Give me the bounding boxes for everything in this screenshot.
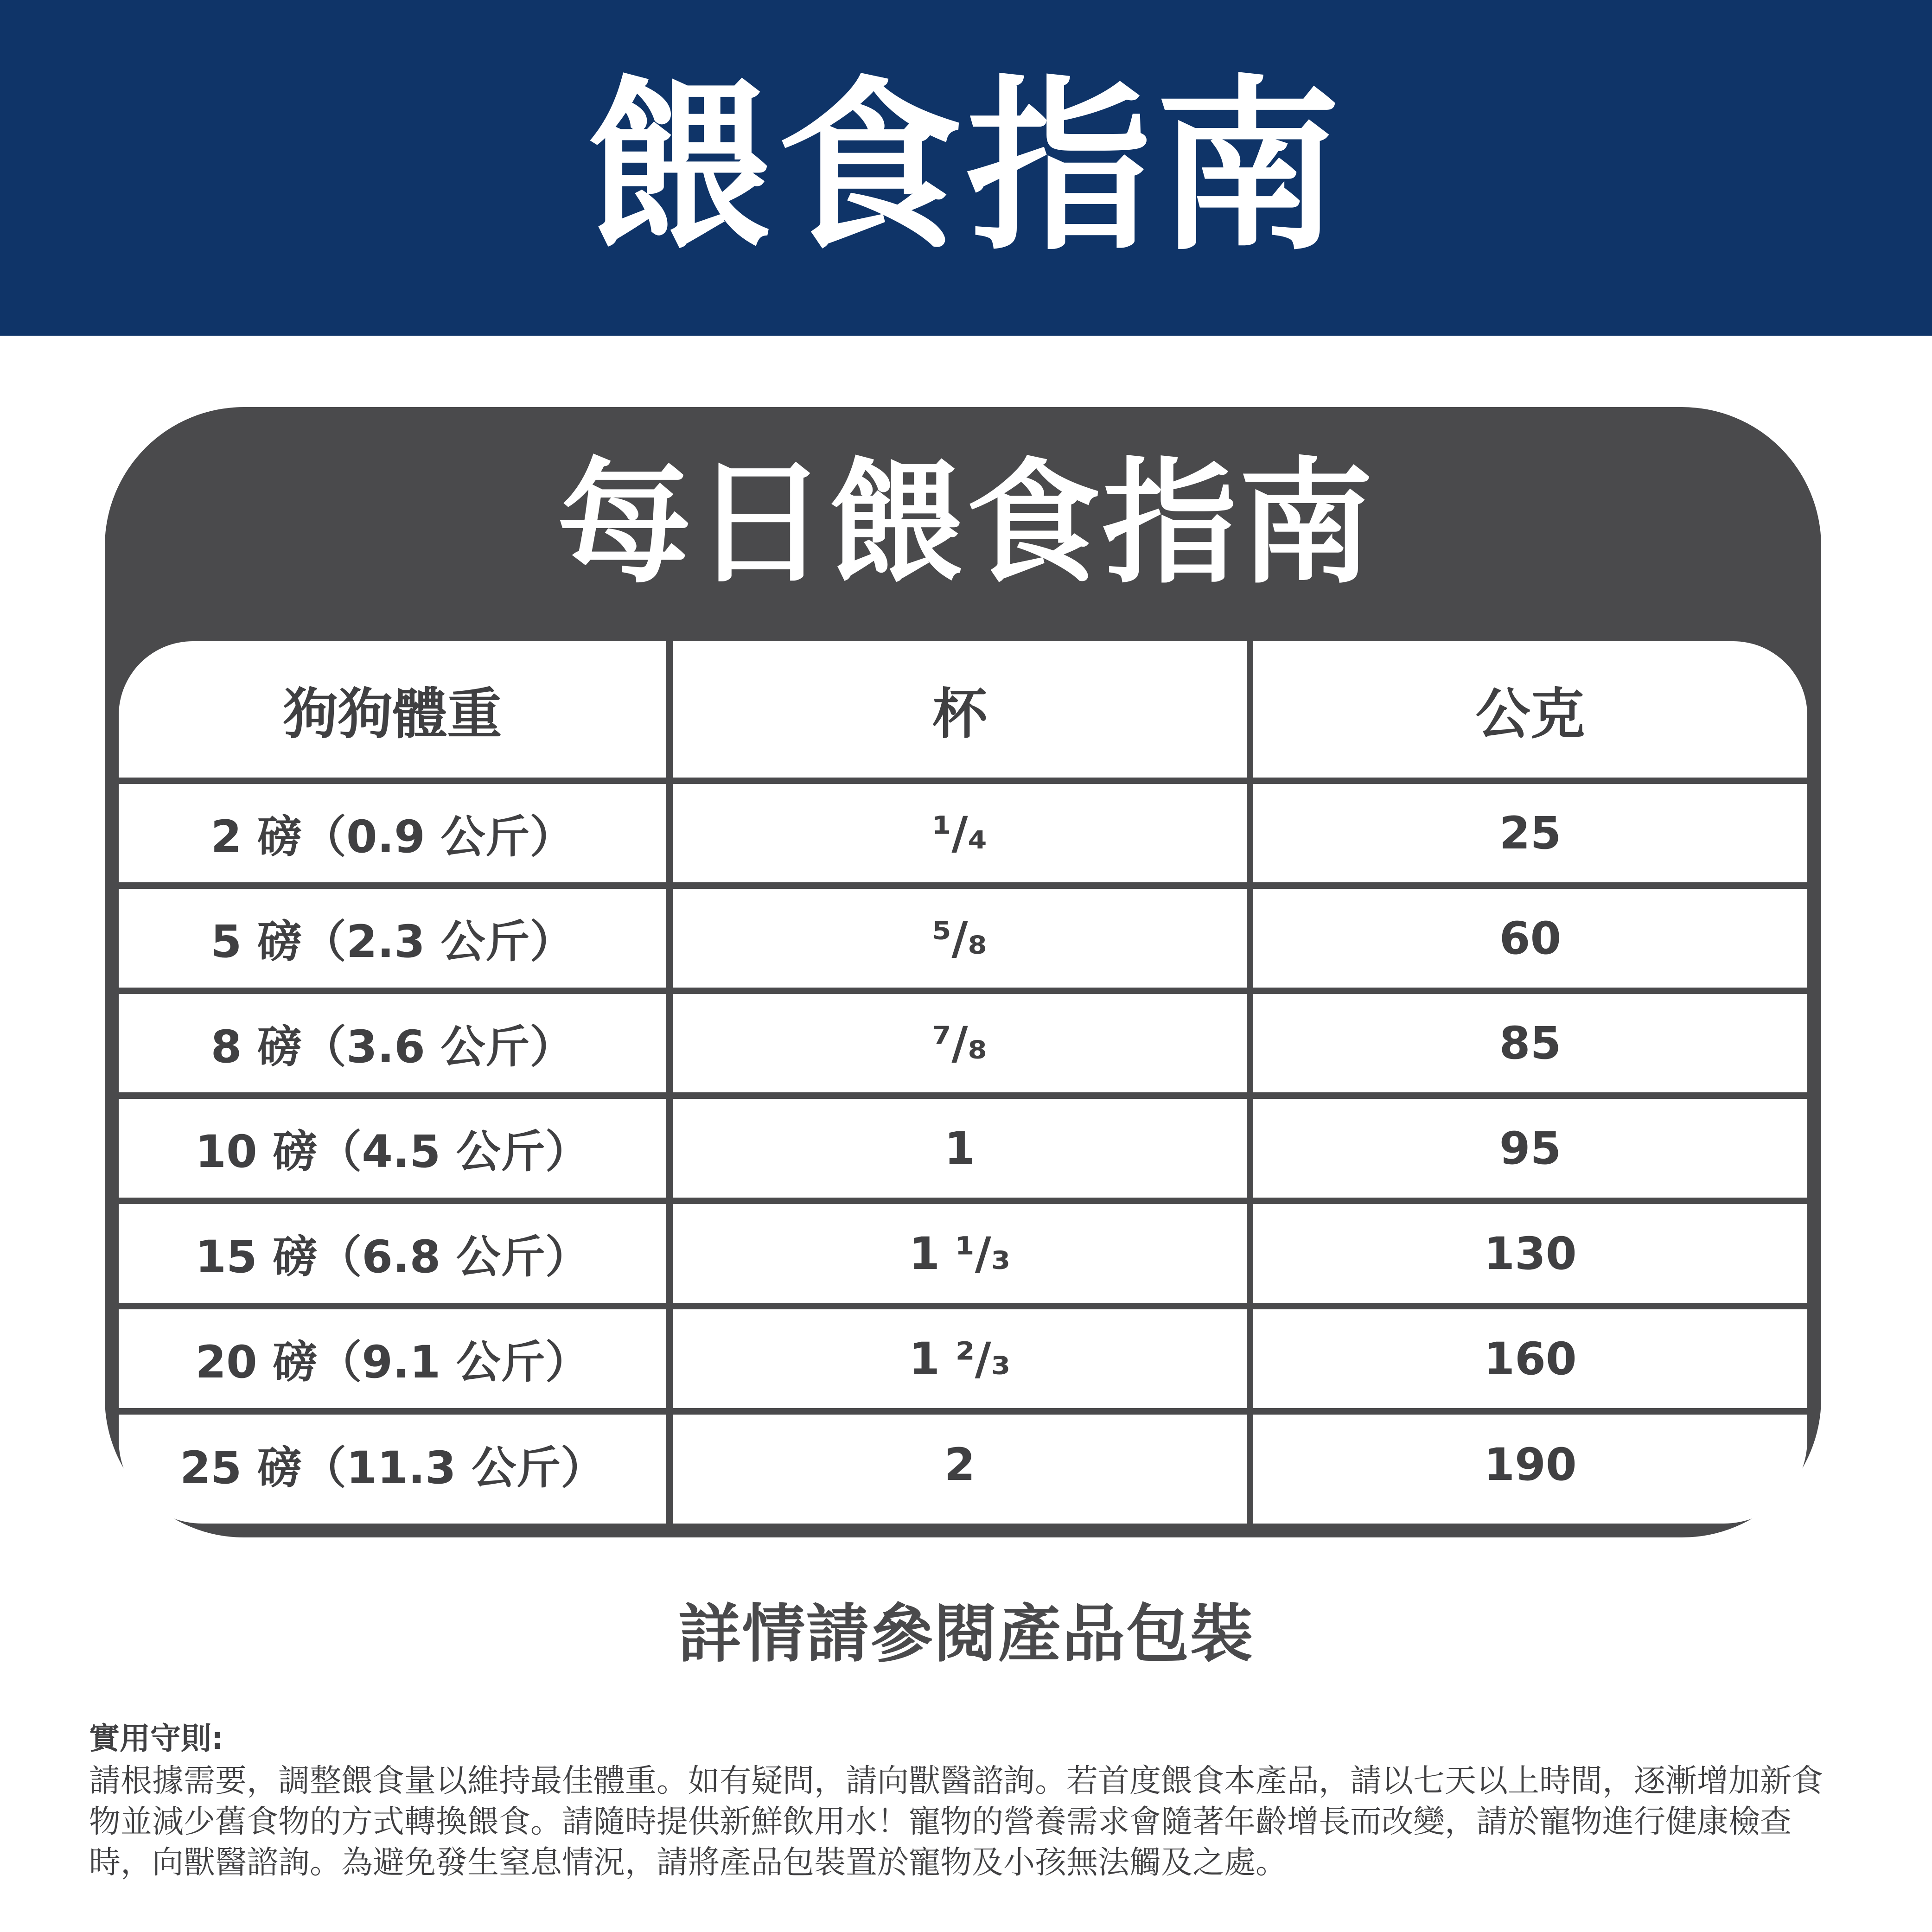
row-divider [119, 1303, 1807, 1309]
tips-paragraph: 請根據需要，調整餵食量以維持最佳體重。如有疑問，請向獸醫諮詢。若首度餵食本產品，請以七天以上時間，逐漸增加新食物並減少舊食物的方式轉換餵食。請隨時提供新鮮飲用水！寵物的營養需求會隨著年齡增長而改變，請於寵物進行健康檢查時，向獸醫諮詢。為避免發生窒息情況，請將產品包裝置於寵物及小孩無法觸及之處。 [89, 1763, 1824, 1881]
tips-heading: 實用守則: [89, 1721, 224, 1756]
grams-cell: 130 [1484, 1227, 1577, 1280]
row-divider [119, 988, 1807, 994]
header-banner [0, 0, 1932, 336]
cups-cell: ¹/₄ [932, 807, 988, 859]
cups-cell: 1 ²/₃ [909, 1333, 1011, 1385]
weight-cell: 2 磅（0.9 公斤） [210, 810, 574, 863]
grams-cell: 190 [1484, 1438, 1577, 1491]
row-divider [119, 882, 1807, 889]
weight-cell: 15 磅（6.8 公斤） [195, 1231, 590, 1283]
cups-cell: 1 [944, 1122, 976, 1174]
grams-cell: 60 [1499, 912, 1562, 964]
column-divider [1247, 641, 1253, 1524]
weight-cell: 20 磅（9.1 公斤） [195, 1336, 590, 1388]
grams-cell: 25 [1499, 807, 1562, 859]
row-divider [119, 778, 1807, 784]
row-divider [119, 1198, 1807, 1204]
package-reference-note: 詳情請參閱產品包裝 [678, 1598, 1254, 1671]
column-header-cups: 杯 [932, 682, 987, 746]
cups-cell: ⁷/₈ [932, 1017, 988, 1069]
cups-cell: ⁵/₈ [932, 912, 988, 964]
grams-cell: 85 [1499, 1017, 1562, 1069]
column-header-weight: 狗狗體重 [283, 682, 502, 746]
row-divider [119, 1408, 1807, 1415]
column-header-grams: 公克 [1475, 682, 1585, 746]
cups-cell: 1 ¹/₃ [909, 1227, 1011, 1280]
weight-cell: 10 磅（4.5 公斤） [195, 1126, 590, 1178]
grams-cell: 95 [1499, 1122, 1562, 1174]
column-divider [666, 641, 673, 1524]
card-title: 每日餵食指南 [557, 446, 1375, 602]
row-divider [119, 1092, 1807, 1099]
weight-cell: 5 磅（2.3 公斤） [210, 916, 574, 968]
weight-cell: 25 磅（11.3 公斤） [179, 1442, 606, 1494]
feeding-table [119, 641, 1807, 1524]
grams-cell: 160 [1484, 1333, 1577, 1385]
page-title: 餵食指南 [587, 60, 1345, 275]
cups-cell: 2 [944, 1438, 976, 1491]
weight-cell: 8 磅（3.6 公斤） [210, 1020, 574, 1073]
